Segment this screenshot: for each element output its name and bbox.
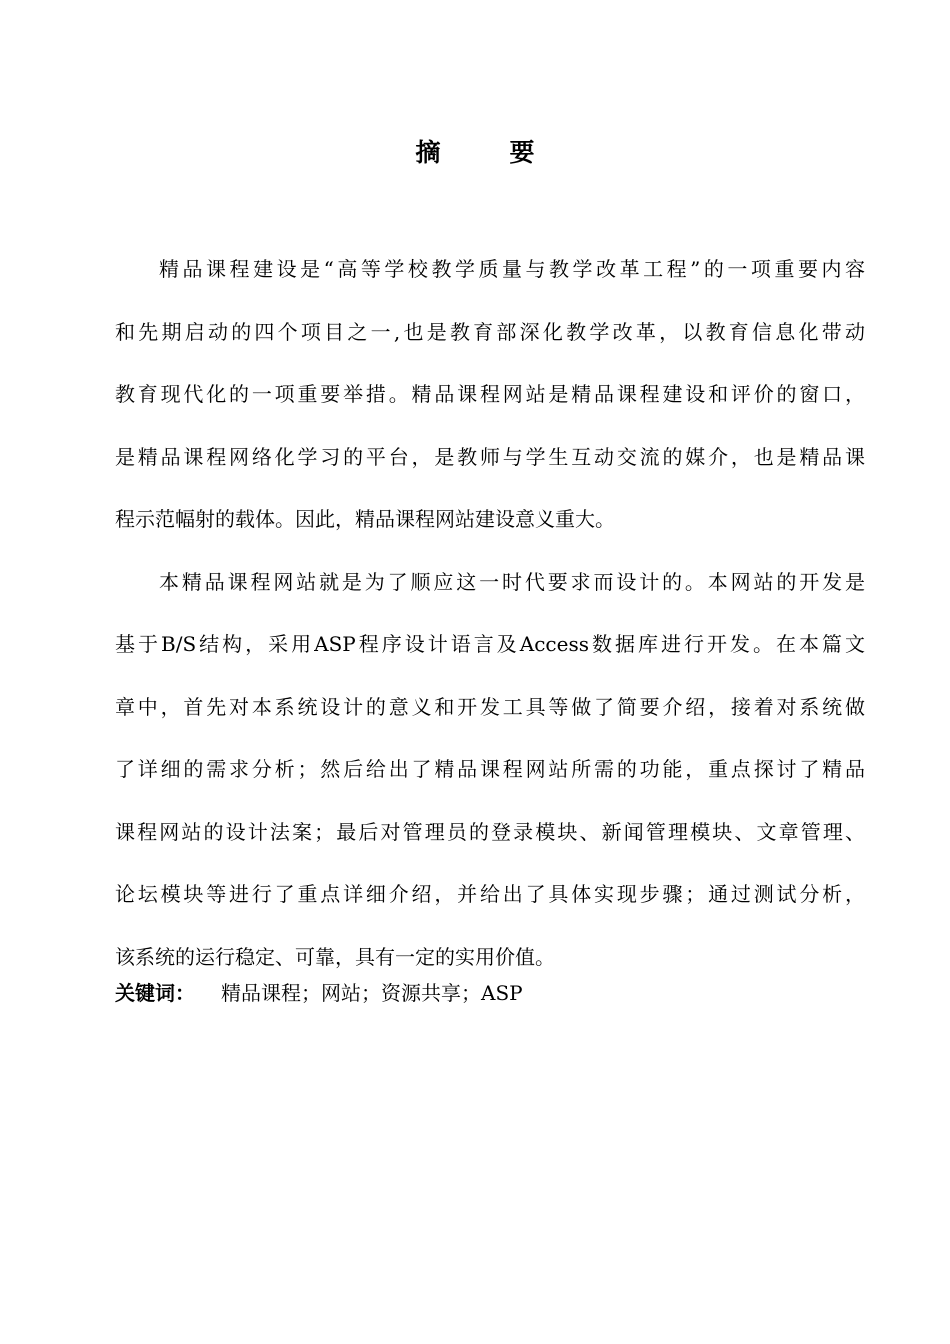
text-line: 课程网站的设计法案；最后对管理员的登录模块、新闻管理模块、文章管理、 [115,819,865,844]
keywords-line [115,975,523,1011]
text-line: 论坛模块等进行了重点详细介绍，并给出了具体实现步骤；通过测试分析， [115,882,865,906]
keywords-label: 关键词： [115,981,195,1005]
abstract-body [115,238,865,988]
text-line: 精品课程建设是“高等学校教学质量与教学改革工程”的一项重要内容 [159,257,865,281]
abstract-paragraph-2 [115,551,865,989]
text-line: 教育现代化的一项重要举措。精品课程网站是精品课程建设和评价的窗口， [115,382,865,406]
text-line: 和先期启动的四个项目之一,也是教育部深化教学改革，以教育信息化带动 [115,319,865,344]
text-line: 章中，首先对本系统设计的意义和开发工具等做了简要介绍，接着对系统做 [115,694,865,719]
text-line: 了详细的需求分析；然后给出了精品课程网站所需的功能，重点探讨了精品 [115,757,865,781]
abstract-paragraph-1 [115,238,865,551]
text-line: 本精品课程网站就是为了顺应这一时代要求而设计的。本网站的开发是 [159,569,865,594]
text-line: 程示范幅射的载体。因此，精品课程网站建设意义重大。 [115,507,615,531]
text-line: 基于B/S结构，采用ASP程序设计语言及Access数据库进行开发。在本篇文 [115,632,865,656]
keywords-value: 精品课程；网站；资源共享；ASP [221,981,523,1005]
text-line: 是精品课程网络化学习的平台，是教师与学生互动交流的媒介，也是精品课 [115,444,865,469]
text-line: 该系统的运行稳定、可靠，具有一定的实用价值。 [115,944,555,969]
page-title: 摘 要 [415,138,557,167]
